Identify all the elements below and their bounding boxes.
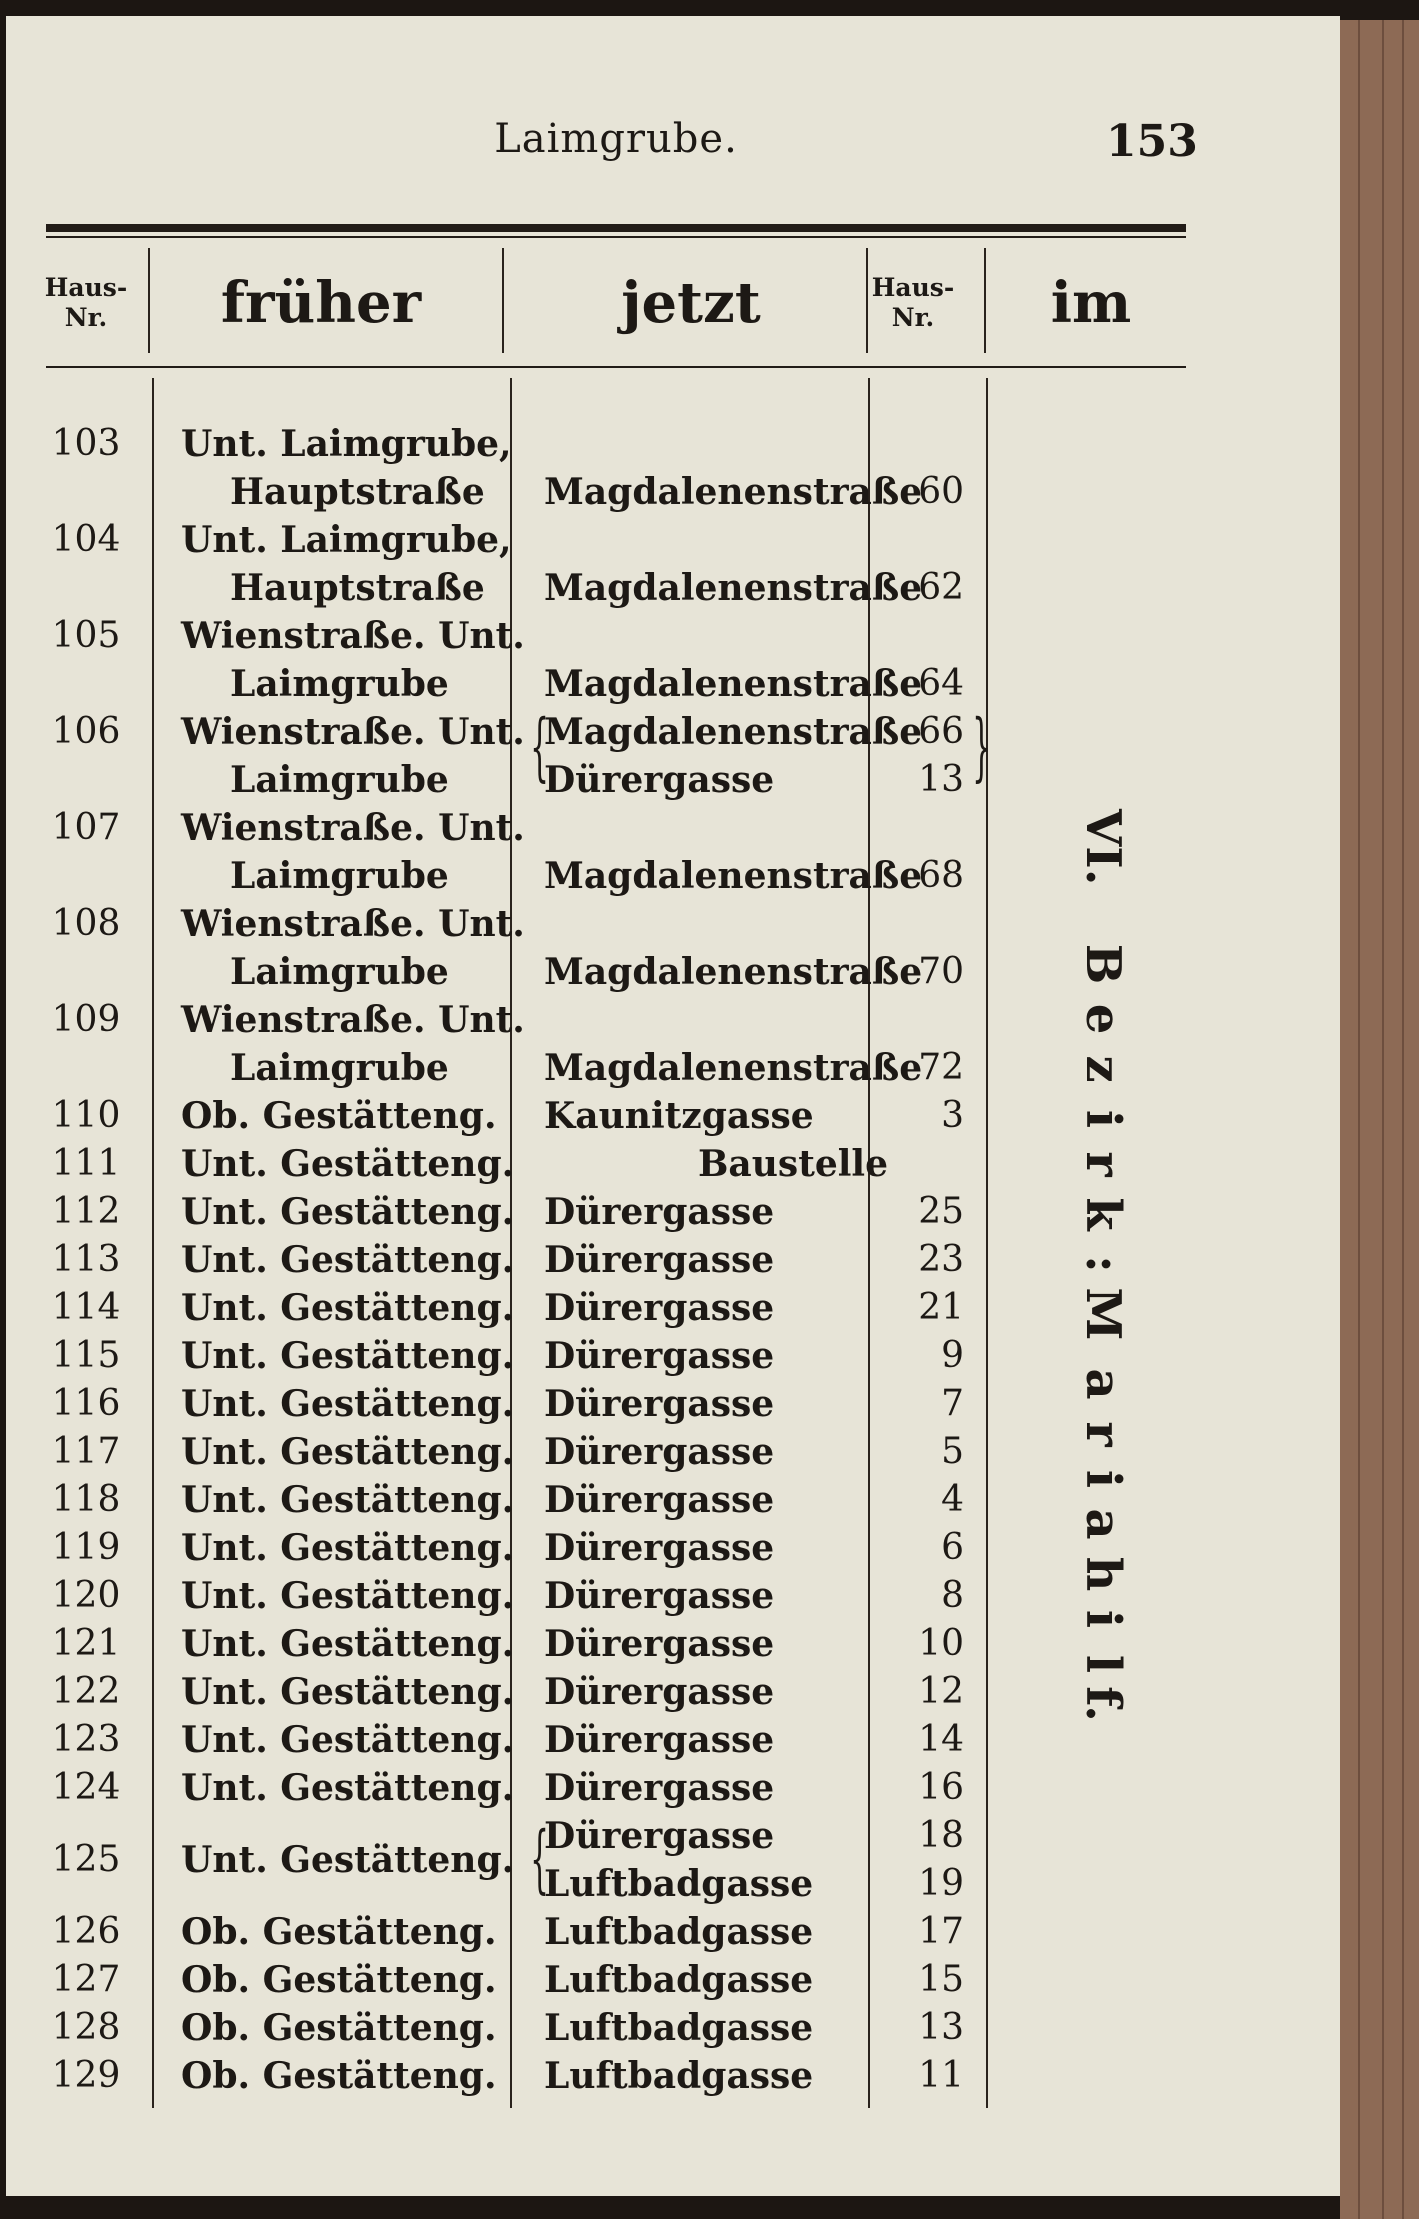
jetzt-cell: Magdalenenstraße bbox=[544, 567, 923, 609]
jetzt-cell: Luftbadgasse bbox=[544, 2007, 814, 2049]
frueher-cell: Hauptstraße bbox=[230, 567, 485, 609]
column-divider bbox=[502, 248, 504, 353]
jetzt-cell: Dürergasse bbox=[544, 1239, 775, 1281]
new-hausnr-cell: 3 bbox=[941, 1095, 964, 1136]
column-divider bbox=[866, 248, 868, 353]
table-row bbox=[6, 420, 1340, 468]
new-hausnr-cell: 9 bbox=[941, 1335, 964, 1376]
table-row bbox=[6, 1092, 1340, 1140]
table-row bbox=[6, 612, 1340, 660]
frueher-cell: Laimgrube bbox=[230, 951, 449, 993]
district-side-label: VI. B e z i r k : M a r i a h i l f. bbox=[1075, 809, 1131, 1722]
jetzt-cell: Dürergasse bbox=[544, 1527, 775, 1569]
jetzt-cell: Dürergasse bbox=[544, 1575, 775, 1617]
jetzt-cell: Dürergasse bbox=[544, 1287, 775, 1329]
frueher-cell: Unt. Gestätteng. bbox=[181, 1287, 515, 1329]
hausnr-cell: 122 bbox=[51, 1671, 121, 1712]
page-edge bbox=[1340, 20, 1419, 2219]
left-brace: { bbox=[530, 1816, 549, 1902]
new-hausnr-cell: 13 bbox=[918, 759, 964, 800]
frueher-cell: Unt. Gestätteng. bbox=[181, 1431, 515, 1473]
new-hausnr-cell: 23 bbox=[918, 1239, 964, 1280]
table-row-merged bbox=[6, 1836, 1340, 1884]
frueher-cell: Unt. Laimgrube, bbox=[181, 423, 512, 465]
table-row bbox=[6, 1620, 1340, 1668]
hausnr-cell: 127 bbox=[51, 1959, 121, 2000]
table-row bbox=[6, 2004, 1340, 2052]
jetzt-cell: Dürergasse bbox=[544, 1431, 775, 1473]
hausnr-cell: 111 bbox=[51, 1143, 121, 1184]
jetzt-cell: Dürergasse bbox=[544, 1767, 775, 1809]
hausnr-cell: 106 bbox=[51, 711, 121, 752]
frueher-cell: Unt. Gestätteng. bbox=[181, 1623, 515, 1665]
column-header-im: im bbox=[1050, 270, 1132, 336]
table-row bbox=[6, 1572, 1340, 1620]
hausnr-cell: 124 bbox=[51, 1767, 121, 1808]
new-hausnr-cell: 21 bbox=[918, 1287, 964, 1328]
right-brace: } bbox=[972, 704, 991, 790]
new-hausnr-cell: 10 bbox=[918, 1623, 964, 1664]
header-rule-thick bbox=[46, 224, 1186, 232]
table-row bbox=[6, 948, 1340, 996]
hausnr-cell: 112 bbox=[51, 1191, 121, 1232]
table-row bbox=[6, 1380, 1340, 1428]
jetzt-cell: Magdalenenstraße bbox=[544, 711, 923, 753]
table-row bbox=[6, 1524, 1340, 1572]
column-header-hausnr-2: Haus- Nr. bbox=[871, 273, 955, 332]
frueher-cell: Laimgrube bbox=[230, 855, 449, 897]
frueher-cell: Unt. Gestätteng. bbox=[181, 1383, 515, 1425]
jetzt-cell: Dürergasse bbox=[544, 1623, 775, 1665]
page-number: 153 bbox=[1106, 116, 1198, 167]
hausnr-cell: 114 bbox=[51, 1287, 121, 1328]
jetzt-cell: Kaunitzgasse bbox=[544, 1095, 814, 1137]
frueher-cell: Unt. Laimgrube, bbox=[181, 519, 512, 561]
hausnr-cell: 103 bbox=[51, 423, 121, 464]
frueher-cell: Wienstraße. Unt. bbox=[181, 999, 525, 1041]
hausnr-cell: 104 bbox=[51, 519, 121, 560]
new-hausnr-cell: 11 bbox=[918, 2055, 964, 2096]
hausnr-cell: 123 bbox=[51, 1719, 121, 1760]
table-row bbox=[6, 1332, 1340, 1380]
jetzt-cell: Dürergasse bbox=[544, 1191, 775, 1233]
hausnr-cell: 121 bbox=[51, 1623, 121, 1664]
frueher-cell: Ob. Gestätteng. bbox=[181, 2055, 497, 2097]
column-header-rule bbox=[46, 366, 1186, 368]
table-row bbox=[6, 564, 1340, 612]
jetzt-cell: Dürergasse bbox=[544, 1671, 775, 1713]
hausnr-cell: 116 bbox=[51, 1383, 121, 1424]
frueher-cell: Wienstraße. Unt. bbox=[181, 615, 525, 657]
jetzt-cell: Dürergasse bbox=[544, 1383, 775, 1425]
column-divider bbox=[148, 248, 150, 353]
hausnr-cell: 117 bbox=[51, 1431, 121, 1472]
hausnr-cell: 105 bbox=[51, 615, 121, 656]
table-row bbox=[6, 996, 1340, 1044]
new-hausnr-cell: 70 bbox=[918, 951, 964, 992]
jetzt-cell: Magdalenenstraße bbox=[544, 855, 923, 897]
new-hausnr-cell: 12 bbox=[918, 1671, 964, 1712]
hausnr-cell: 120 bbox=[51, 1575, 121, 1616]
hausnr-cell: 119 bbox=[51, 1527, 121, 1568]
table-row bbox=[6, 1716, 1340, 1764]
jetzt-cell: Magdalenenstraße bbox=[544, 951, 923, 993]
new-hausnr-cell: 62 bbox=[918, 567, 964, 608]
table-row bbox=[6, 1236, 1340, 1284]
jetzt-cell: Dürergasse bbox=[544, 1719, 775, 1761]
frueher-cell: Ob. Gestätteng. bbox=[181, 1095, 497, 1137]
column-header-frueher: früher bbox=[220, 270, 422, 336]
column-header-jetzt: jetzt bbox=[621, 270, 761, 336]
jetzt-cell: Dürergasse bbox=[544, 1335, 775, 1377]
table-row bbox=[6, 900, 1340, 948]
frueher-cell: Unt. Gestätteng. bbox=[181, 1191, 515, 1233]
frueher-cell: Unt. Gestätteng. bbox=[181, 1479, 515, 1521]
frueher-cell: Wienstraße. Unt. bbox=[181, 807, 525, 849]
frueher-cell: Unt. Gestätteng. bbox=[181, 1575, 515, 1617]
new-hausnr-cell: 8 bbox=[941, 1575, 964, 1616]
hausnr-cell: 110 bbox=[51, 1095, 121, 1136]
jetzt-cell: Luftbadgasse bbox=[544, 1959, 814, 2001]
jetzt-cell: Dürergasse bbox=[544, 1815, 775, 1857]
new-hausnr-cell: 14 bbox=[918, 1719, 964, 1760]
jetzt-cell: Luftbadgasse bbox=[544, 1863, 814, 1905]
book-page bbox=[6, 16, 1340, 2196]
new-hausnr-cell: 64 bbox=[918, 663, 964, 704]
new-hausnr-cell: 15 bbox=[918, 1959, 964, 2000]
hausnr-cell: 113 bbox=[51, 1239, 121, 1280]
frueher-cell: Unt. Gestätteng. bbox=[181, 1767, 515, 1809]
new-hausnr-cell: 7 bbox=[941, 1383, 964, 1424]
hausnr-cell: 115 bbox=[51, 1335, 121, 1376]
table-row bbox=[6, 1956, 1340, 2004]
jetzt-cell: Magdalenenstraße bbox=[544, 663, 923, 705]
left-brace: { bbox=[530, 704, 549, 790]
table-row bbox=[6, 1140, 1340, 1188]
hausnr-cell: 107 bbox=[51, 807, 121, 848]
frueher-cell: Laimgrube bbox=[230, 759, 449, 801]
frueher-cell: Unt. Gestätteng. bbox=[181, 1671, 515, 1713]
running-head: Laimgrube. bbox=[494, 116, 738, 162]
table-row bbox=[6, 1908, 1340, 1956]
new-hausnr-cell: 13 bbox=[918, 2007, 964, 2048]
table-row bbox=[6, 1764, 1340, 1812]
frueher-cell: Ob. Gestätteng. bbox=[181, 1959, 497, 2001]
jetzt-cell: Luftbadgasse bbox=[544, 2055, 814, 2097]
new-hausnr-cell: 6 bbox=[941, 1527, 964, 1568]
jetzt-cell: Magdalenenstraße bbox=[544, 471, 923, 513]
frueher-cell: Unt. Gestätteng. bbox=[181, 1719, 515, 1761]
new-hausnr-cell: 68 bbox=[918, 855, 964, 896]
new-hausnr-cell: 60 bbox=[918, 471, 964, 512]
table-row bbox=[6, 516, 1340, 564]
new-hausnr-cell: 16 bbox=[918, 1767, 964, 1808]
table-row bbox=[6, 804, 1340, 852]
frueher-cell: Unt. Gestätteng. bbox=[181, 1335, 515, 1377]
table-row bbox=[6, 756, 1340, 804]
header-rule-thin bbox=[46, 236, 1186, 238]
table-row bbox=[6, 1188, 1340, 1236]
new-hausnr-cell: 17 bbox=[918, 1911, 964, 1952]
frueher-cell: Laimgrube bbox=[230, 1047, 449, 1089]
table-row bbox=[6, 660, 1340, 708]
table-row bbox=[6, 1428, 1340, 1476]
column-header-hausnr: Haus- Nr. bbox=[44, 273, 128, 332]
jetzt-cell: Dürergasse bbox=[544, 759, 775, 801]
table-row bbox=[6, 708, 1340, 756]
new-hausnr-cell: 18 bbox=[918, 1815, 964, 1856]
table-row bbox=[6, 468, 1340, 516]
column-divider bbox=[984, 248, 986, 353]
hausnr-cell: 109 bbox=[51, 999, 121, 1040]
frueher-cell: Unt. Gestätteng. bbox=[181, 1839, 515, 1881]
hausnr-cell: 128 bbox=[51, 2007, 121, 2048]
frueher-cell: Unt. Gestätteng. bbox=[181, 1239, 515, 1281]
hausnr-cell: 118 bbox=[51, 1479, 121, 1520]
frueher-cell: Hauptstraße bbox=[230, 471, 485, 513]
new-hausnr-cell: 19 bbox=[918, 1863, 964, 1904]
frueher-cell: Unt. Gestätteng. bbox=[181, 1527, 515, 1569]
hausnr-cell: 108 bbox=[51, 903, 121, 944]
new-hausnr-cell: 72 bbox=[918, 1047, 964, 1088]
hausnr-cell: 129 bbox=[51, 2055, 121, 2096]
frueher-cell: Wienstraße. Unt. bbox=[181, 711, 525, 753]
new-hausnr-cell: 5 bbox=[941, 1431, 964, 1472]
new-hausnr-cell: 25 bbox=[918, 1191, 964, 1232]
frueher-cell: Wienstraße. Unt. bbox=[181, 903, 525, 945]
jetzt-cell: Dürergasse bbox=[544, 1479, 775, 1521]
table-row bbox=[6, 1044, 1340, 1092]
new-hausnr-cell: 4 bbox=[941, 1479, 964, 1520]
jetzt-cell: Baustelle bbox=[698, 1143, 888, 1185]
table-row bbox=[6, 2052, 1340, 2100]
frueher-cell: Laimgrube bbox=[230, 663, 449, 705]
jetzt-cell: Luftbadgasse bbox=[544, 1911, 814, 1953]
hausnr-cell: 125 bbox=[51, 1839, 121, 1880]
new-hausnr-cell: 66 bbox=[918, 711, 964, 752]
table-row bbox=[6, 1668, 1340, 1716]
frueher-cell: Ob. Gestätteng. bbox=[181, 2007, 497, 2049]
hausnr-cell: 126 bbox=[51, 1911, 121, 1952]
jetzt-cell: Magdalenenstraße bbox=[544, 1047, 923, 1089]
frueher-cell: Unt. Gestätteng. bbox=[181, 1143, 515, 1185]
table-row bbox=[6, 1476, 1340, 1524]
table-row bbox=[6, 852, 1340, 900]
table-row bbox=[6, 1284, 1340, 1332]
frueher-cell: Ob. Gestätteng. bbox=[181, 1911, 497, 1953]
